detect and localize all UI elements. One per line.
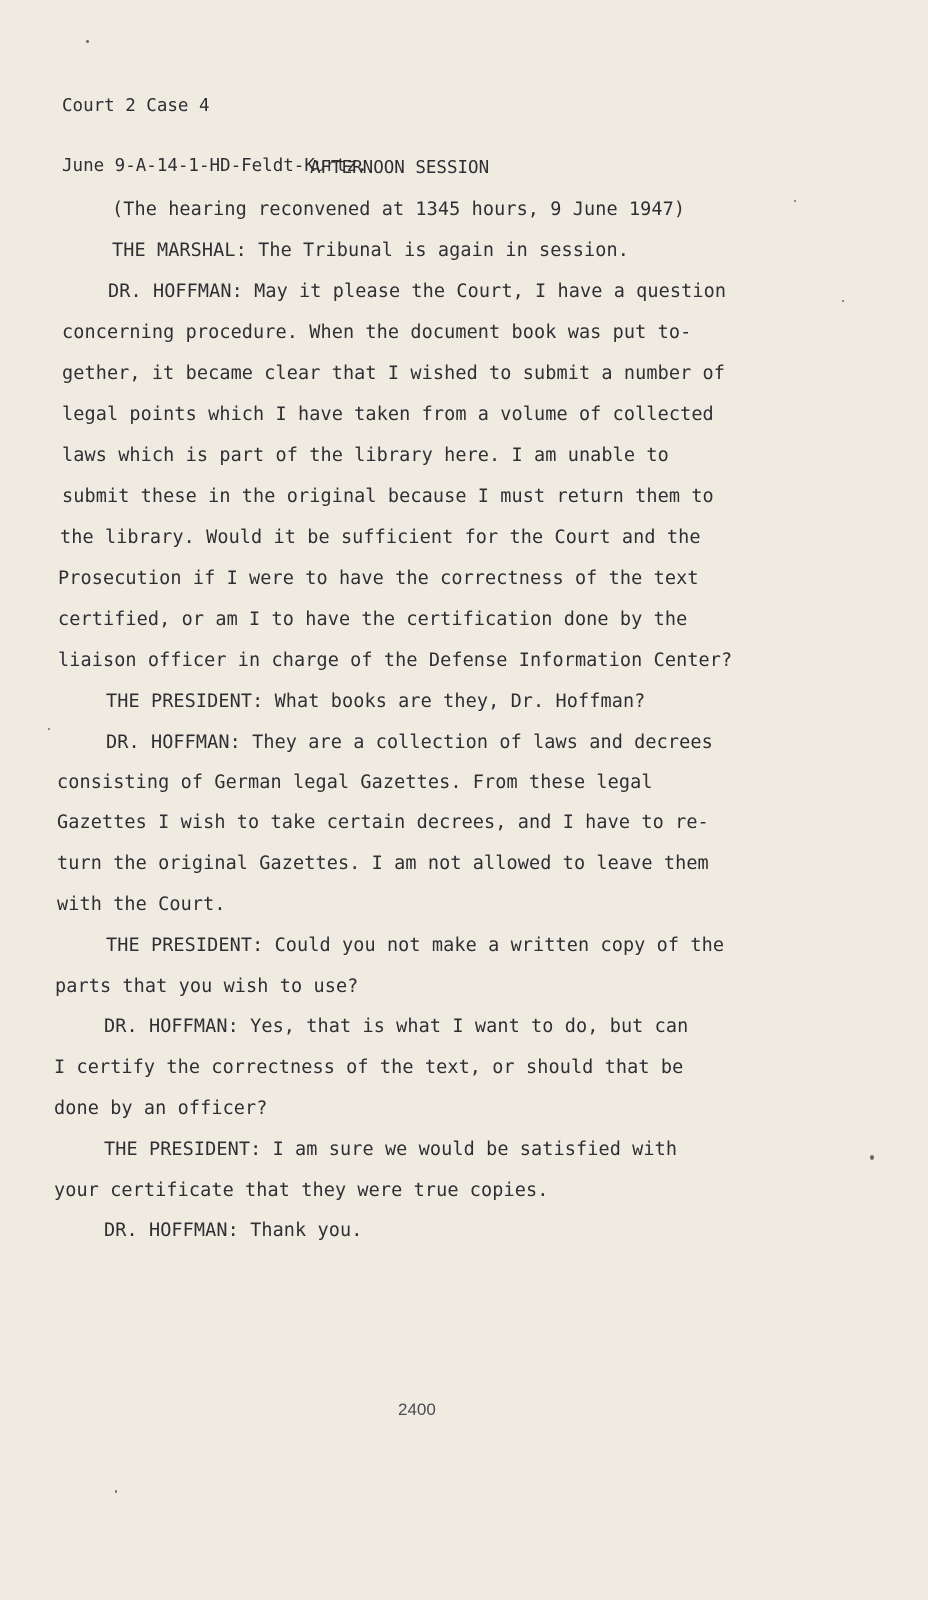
text-line: gether, it became clear that I wished to submit a number of bbox=[62, 363, 726, 384]
header-date-line: June 9-A-14-1-HD-Feldt-Kurtz. bbox=[62, 156, 368, 176]
text-line: concerning procedure. When the document book was put to- bbox=[62, 322, 692, 343]
speck bbox=[86, 40, 89, 43]
text-line: done by an officer? bbox=[54, 1098, 268, 1119]
speck bbox=[115, 1490, 117, 1493]
text-line: parts that you wish to use? bbox=[55, 976, 359, 997]
text-line: THE PRESIDENT: Could you not make a written copy of the bbox=[106, 935, 725, 956]
speck bbox=[48, 728, 50, 730]
text-line: certified, or am I to have the certification done by the bbox=[58, 609, 688, 630]
header-case-line: Court 2 Case 4 bbox=[62, 96, 210, 116]
speck bbox=[870, 1155, 874, 1160]
document-header bbox=[62, 56, 368, 216]
text-line: your certificate that they were true copies. bbox=[54, 1180, 549, 1201]
text-line: DR. HOFFMAN: May it please the Court, I have a question bbox=[108, 281, 727, 302]
text-line: THE PRESIDENT: I am sure we would be satisfied with bbox=[104, 1139, 678, 1160]
text-line: I certify the correctness of the text, or should that be bbox=[54, 1057, 684, 1078]
text-line: with the Court. bbox=[57, 894, 226, 915]
speck bbox=[842, 300, 844, 302]
text-line: turn the original Gazettes. I am not allowed to leave them bbox=[57, 853, 709, 874]
text-line: DR. HOFFMAN: They are a collection of laws and decrees bbox=[106, 732, 713, 753]
text-line: laws which is part of the library here. I am unable to bbox=[62, 445, 669, 466]
text-line: DR. HOFFMAN: Thank you. bbox=[104, 1220, 363, 1241]
text-line: (The hearing reconvened at 1345 hours, 9 June 1947) bbox=[112, 199, 686, 220]
text-line: the library. Would it be sufficient for the Court and the bbox=[60, 527, 701, 548]
text-line: THE PRESIDENT: What books are they, Dr. Hoffman? bbox=[106, 691, 646, 712]
page-number: 2400 bbox=[398, 1400, 436, 1419]
text-line: legal points which I have taken from a volume of collected bbox=[62, 404, 714, 425]
text-line: consisting of German legal Gazettes. From these legal bbox=[57, 772, 653, 793]
text-line: submit these in the original because I must return them to bbox=[62, 486, 714, 507]
text-line: DR. HOFFMAN: Yes, that is what I want to do, but can bbox=[104, 1016, 689, 1037]
text-line: liaison officer in charge of the Defense Information Center? bbox=[58, 650, 733, 671]
text-line: THE MARSHAL: The Tribunal is again in session. bbox=[112, 240, 629, 261]
text-line: Prosecution if I were to have the correctness of the text bbox=[58, 568, 699, 589]
session-title: AFTERNOON SESSION bbox=[310, 158, 490, 178]
speck bbox=[794, 200, 796, 202]
text-line: Gazettes I wish to take certain decrees, and I have to re- bbox=[57, 812, 709, 833]
